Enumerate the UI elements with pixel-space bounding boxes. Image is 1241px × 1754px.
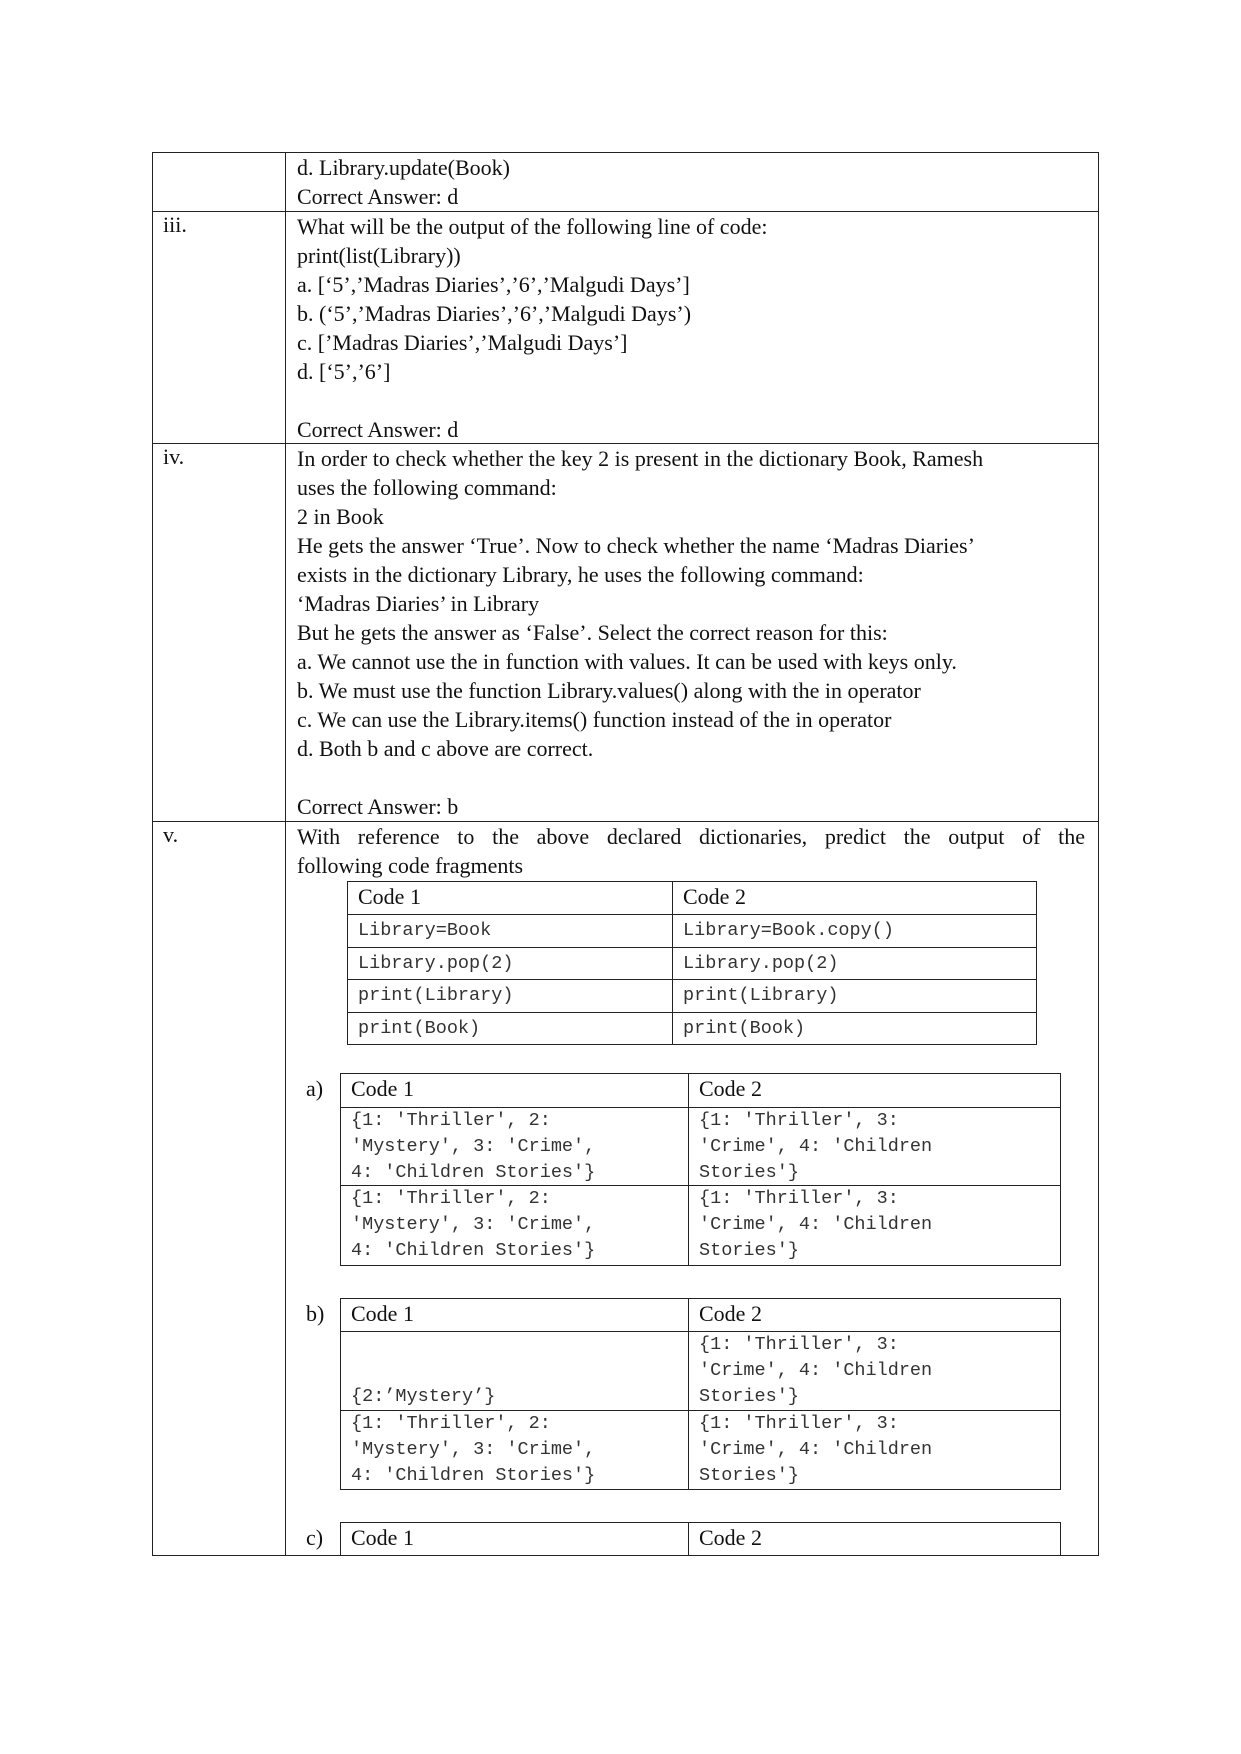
option-b: b. We must use the function Library.values() along with the in operator [297,678,921,703]
option-header: Code 1 [351,1525,414,1550]
option-header: Code 2 [699,1076,762,1101]
question-text: But he gets the answer as ‘False’. Select the correct reason for this: [297,620,888,645]
correct-answer: Correct Answer: d [297,184,459,209]
option-d: d. Both b and c above are correct. [297,736,594,761]
option-cell: {1: 'Thriller', 3: 'Crime', 4: 'Children Stories'} [699,1110,933,1183]
correct-answer: Correct Answer: d [297,417,459,442]
option-header: Code 1 [351,1076,414,1101]
code-table-cell: print(Library) [683,985,839,1006]
option-c: c. We can use the Library.items() function instead of the in operator [297,707,892,732]
question-text: What will be the output of the following line of code: [297,214,768,239]
code-table-cell: Library.pop(2) [683,953,839,974]
option-header: Code 2 [699,1525,762,1550]
option-cell: {1: 'Thriller', 3: 'Crime', 4: 'Children Stories'} [699,1188,933,1261]
question-text: exists in the dictionary Library, he uses the following command: [297,562,864,587]
option-label: b) [306,1301,325,1326]
option-b: b. (‘5’,’Madras Diaries’,’6’,’Malgudi Days’) [297,301,692,326]
question-number: v. [163,822,179,847]
option-cell: {1: 'Thriller', 2: 'Mystery', 3: 'Crime', 4: 'Children Stories'} [351,1110,596,1183]
option-header: Code 1 [351,1301,414,1326]
question-text: With reference to the above declared dictionaries, predict the output of the [297,824,1085,849]
code-table-cell: print(Book) [683,1018,806,1039]
option-cell: {1: 'Thriller', 2: 'Mystery', 3: 'Crime', 4: 'Children Stories'} [351,1413,596,1486]
question-text: uses the following command: [297,475,557,500]
question-text: following code fragments [297,853,524,878]
question-text: In order to check whether the key 2 is present in the dictionary Book, Ramesh [297,446,984,471]
option-cell: {1: 'Thriller', 2: 'Mystery', 3: 'Crime', 4: 'Children Stories'} [351,1188,596,1261]
option-c: c. [’Madras Diaries’,’Malgudi Days’] [297,330,628,355]
option-label: c) [306,1525,324,1550]
option-d: d. [‘5’,’6’] [297,359,391,384]
option-a: a. We cannot use the in function with values. It can be used with keys only. [297,649,957,674]
code-table-cell: Library=Book.copy() [683,920,894,941]
option-header: Code 2 [699,1301,762,1326]
option-label: a) [306,1076,324,1101]
code-table-cell: print(Library) [358,985,514,1006]
question-text: He gets the answer ‘True’. Now to check whether the name ‘Madras Diaries’ [297,533,975,558]
code-table-cell: print(Book) [358,1018,481,1039]
option-cell: {2:’Mystery’} [351,1386,496,1407]
question-number: iv. [163,444,185,469]
correct-answer: Correct Answer: b [297,794,459,819]
option-a: a. [‘5’,’Madras Diaries’,’6’,’Malgudi Days’] [297,272,690,297]
code-table-header: Code 1 [358,884,421,909]
option-cell: {1: 'Thriller', 3: 'Crime', 4: 'Children Stories'} [699,1334,933,1407]
code-table-header: Code 2 [683,884,746,909]
code-table-cell: Library=Book [358,920,492,941]
option-cell: {1: 'Thriller', 3: 'Crime', 4: 'Children Stories'} [699,1413,933,1486]
code-line: print(list(Library)) [297,243,461,268]
code-line: ‘Madras Diaries’ in Library [297,591,540,616]
question-number: iii. [163,212,187,237]
code-table-cell: Library.pop(2) [358,953,514,974]
option-d: d. Library.update(Book) [297,155,511,180]
code-line: 2 in Book [297,504,384,529]
